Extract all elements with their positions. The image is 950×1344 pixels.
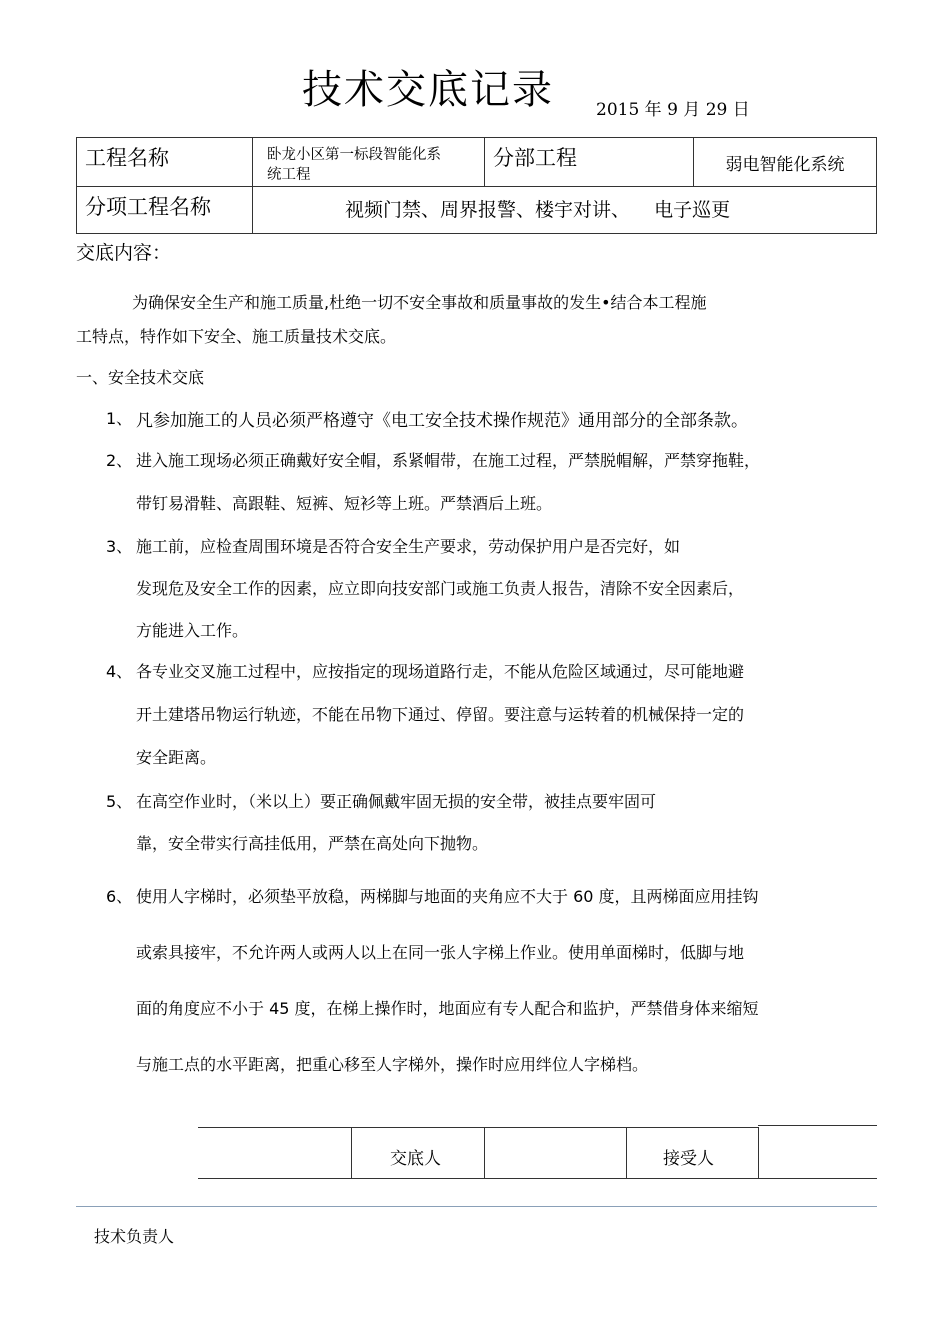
signature-divider	[484, 1127, 485, 1178]
signature-divider	[758, 1127, 759, 1178]
header-table	[76, 137, 877, 234]
tech-lead-label: 技术负责人	[94, 1227, 175, 1246]
item-1-number: 1、	[106, 409, 133, 428]
document-date: 2015 年 9 月 29 日	[596, 100, 750, 120]
signature-top-rule	[198, 1127, 758, 1128]
presenter-label: 交底人	[390, 1149, 441, 1169]
receiver-label: 接受人	[663, 1149, 714, 1169]
item-6-line-3: 面的角度应不小于 45 度，在梯上操作时，地面应有专人配合和监护，严禁借身体来缩短	[136, 999, 759, 1018]
item-5-number: 5、	[106, 792, 133, 811]
item-2-line-2: 带钉易滑鞋、高跟鞋、短裤、短衫等上班。严禁酒后上班。	[136, 494, 553, 513]
item-6-line-1: 使用人字梯时，必须垫平放稳，两梯脚与地面的夹角应不大于 60 度，且两梯面应用挂钩	[136, 887, 759, 906]
item-2-number: 2、	[106, 451, 133, 470]
project-name-label: 工程名称	[77, 138, 253, 187]
footer-divider	[76, 1206, 877, 1207]
content-heading: 交底内容：	[76, 242, 172, 264]
intro-line-2: 工特点，特作如下安全、施工质量技术交底。	[76, 327, 397, 346]
item-3-line-2: 发现危及安全工作的因素，应立即向技安部门或施工负责人报告，清除不安全因素后，	[136, 579, 745, 598]
signature-bottom-rule	[198, 1178, 877, 1179]
item-3-line-3: 方能进入工作。	[136, 621, 249, 640]
item-3-number: 3、	[106, 537, 133, 556]
item-2-line-1: 进入施工现场必须正确戴好安全帽，系紧帽带，在施工过程，严禁脱帽解，严禁穿拖鞋，	[136, 451, 761, 470]
division-value: 弱电智能化系统	[694, 138, 877, 187]
item-5-line-1: 在高空作业时，（米以上）要正确佩戴牢固无损的安全带，被挂点要牢固可	[136, 792, 657, 811]
signature-divider	[351, 1127, 352, 1178]
project-name-value: 卧龙小区第一标段智能化系 统工程	[253, 138, 485, 187]
item-3-line-1: 施工前，应检查周围环境是否符合安全生产要求，劳动保护用户是否完好，如	[136, 537, 681, 556]
intro-line-1: 为确保安全生产和施工质量,杜绝一切不安全事故和质量事故的发生•结合本工程施	[132, 293, 707, 312]
item-4-line-1: 各专业交叉施工过程中，应按指定的现场道路行走，不能从危险区域通过，尽可能地避	[136, 662, 745, 681]
subitem-value: 视频门禁、周界报警、楼宇对讲、 电子巡更	[253, 187, 877, 234]
item-4-line-3: 安全距离。	[136, 748, 217, 767]
item-4-line-2: 开土建塔吊物运行轨迹，不能在吊物下通过、停留。要注意与运转着的机械保持一定的	[136, 705, 745, 724]
subitem-label: 分项工程名称	[77, 187, 253, 234]
section1-title: 一、安全技术交底	[76, 368, 205, 387]
signature-top-rule-right	[758, 1125, 877, 1126]
document-title: 技术交底记录	[302, 67, 554, 113]
item-6-line-2: 或索具接牢，不允许两人或两人以上在同一张人字梯上作业。使用单面梯时，低脚与地	[136, 943, 745, 962]
item-5-line-2: 靠，安全带实行高挂低用，严禁在高处向下抛物。	[136, 834, 489, 853]
item-6-line-4: 与施工点的水平距离，把重心移至人字梯外，操作时应用绊位人字梯档。	[136, 1055, 649, 1074]
item-1-line-1: 凡参加施工的人员必须严格遵守《电工安全技术操作规范》通用部分的全部条款。	[136, 411, 748, 431]
item-4-number: 4、	[106, 662, 133, 681]
division-label: 分部工程	[485, 138, 694, 187]
signature-divider	[626, 1127, 627, 1178]
item-6-number: 6、	[106, 887, 133, 906]
